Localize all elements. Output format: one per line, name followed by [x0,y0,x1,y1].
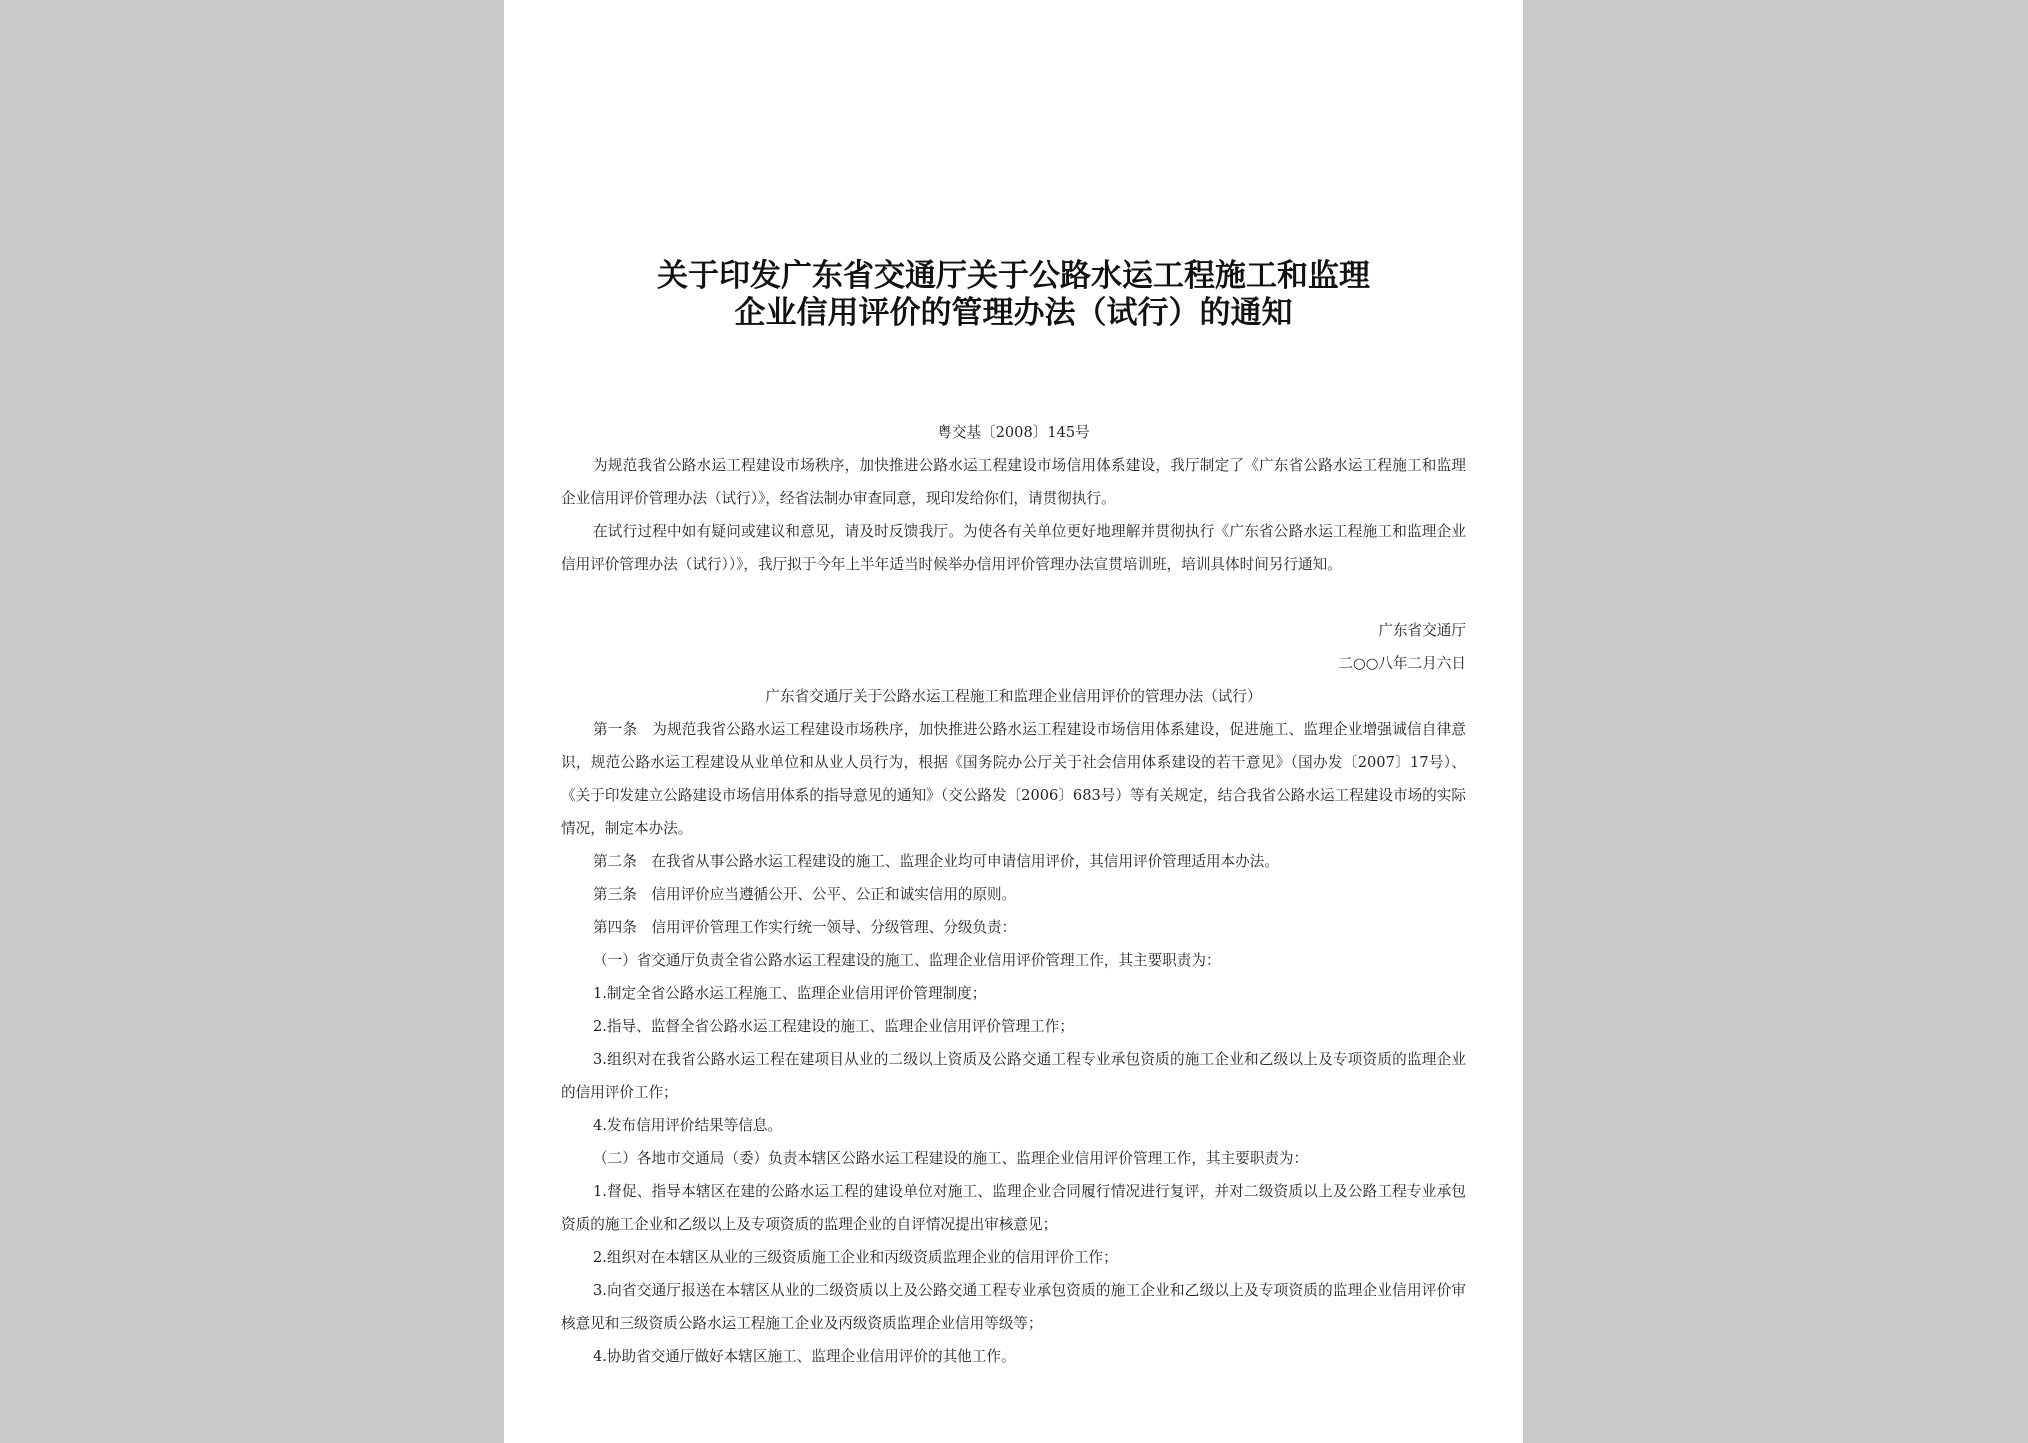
signature: 广东省交通厅 [1378,622,1466,639]
article-1: 第一条 为规范我省公路水运工程建设市场秩序，加快推进公路水运工程建设市场信用体系建设，促进施工、监理企业增强诚信自律意识，规范公路水运工程建设从业单位和从业人员行为，根据《国务院办公厅关于社会信用体系建设的若干意见》（国办发〔2007〕17号）、《关于印发建立公路建设市场信用体系的指导意见的通知》（交公路发〔2006〕683号）等有关规定，结合我省公路水运工程建设市场的实际情况，制定本办法。 [561,721,1466,837]
document-title [544,258,1483,332]
issue-date: 二○○八年二月六日 [1338,655,1466,672]
intro-paragraph-1: 为规范我省公路水运工程建设市场秩序，加快推进公路水运工程建设市场信用体系建设，我厅制定了《广东省公路水运工程施工和监理企业信用评价管理办法（试行）》，经省法制办审查同意，现印发给你们，请贯彻执行。 [561,457,1466,507]
document-page [504,0,1523,1443]
item-b-1: 1.督促、指导本辖区在建的公路水运工程的建设单位对施工、监理企业合同履行情况进行复评，并对二级资质以上及公路工程专业承包资质的施工企业和乙级以上及专项资质的监理企业的自评情况提出审核意见； [561,1183,1466,1233]
item-b-4: 4.协助省交通厅做好本辖区施工、监理企业信用评价的其他工作。 [593,1348,1016,1365]
item-a: （一）省交通厅负责全省公路水运工程建设的施工、监理企业信用评价管理工作，其主要职责为： [593,952,1221,969]
title-line-2: 企业信用评价的管理办法（试行）的通知 [734,295,1293,331]
article-3: 第三条 信用评价应当遵循公开、公平、公正和诚实信用的原则。 [593,886,1017,903]
item-b-3: 3.向省交通厅报送在本辖区从业的二级资质以上及公路交通工程专业承包资质的施工企业和乙级以上及专项资质的监理企业信用评价审核意见和三级资质公路水运工程施工企业及丙级资质监理企业信用等级等； [561,1282,1466,1332]
item-a-3: 3.组织对在我省公路水运工程在建项目从业的二级以上资质及公路交通工程专业承包资质的施工企业和乙级以上及专项资质的监理企业的信用评价工作； [561,1051,1466,1101]
intro-paragraph-2: 在试行过程中如有疑问或建议和意见，请及时反馈我厅。为使各有关单位更好地理解并贯彻执行《广东省公路水运工程施工和监理企业信用评价管理办法（试行））》，我厅拟于今年上半年适当时候举办信用评价管理办法宣贯培训班，培训具体时间另行通知。 [561,523,1466,573]
document-number: 粤交基〔2008〕145号 [937,424,1090,441]
item-b-2: 2.组织对在本辖区从业的三级资质施工企业和丙级资质监理企业的信用评价工作； [593,1249,1118,1266]
article-2: 第二条 在我省从事公路水运工程建设的施工、监理企业均可申请信用评价，其信用评价管理适用本办法。 [593,853,1279,870]
item-a-4: 4.发布信用评价结果等信息。 [593,1117,783,1134]
item-a-2: 2.指导、监督全省公路水运工程建设的施工、监理企业信用评价管理工作； [593,1018,1074,1035]
item-a-1: 1.制定全省公路水运工程施工、监理企业信用评价管理制度； [593,985,987,1002]
document-body [561,416,1466,1373]
article-4: 第四条 信用评价管理工作实行统一领导、分级管理、分级负责： [593,919,1017,936]
title-line-1: 关于印发广东省交通厅关于公路水运工程施工和监理 [657,258,1370,294]
item-b: （二）各地市交通局（委）负责本辖区公路水运工程建设的施工、监理企业信用评价管理工作，其主要职责为： [593,1150,1309,1167]
regulation-title: 广东省交通厅关于公路水运工程施工和监理企业信用评价的管理办法（试行） [765,688,1262,705]
